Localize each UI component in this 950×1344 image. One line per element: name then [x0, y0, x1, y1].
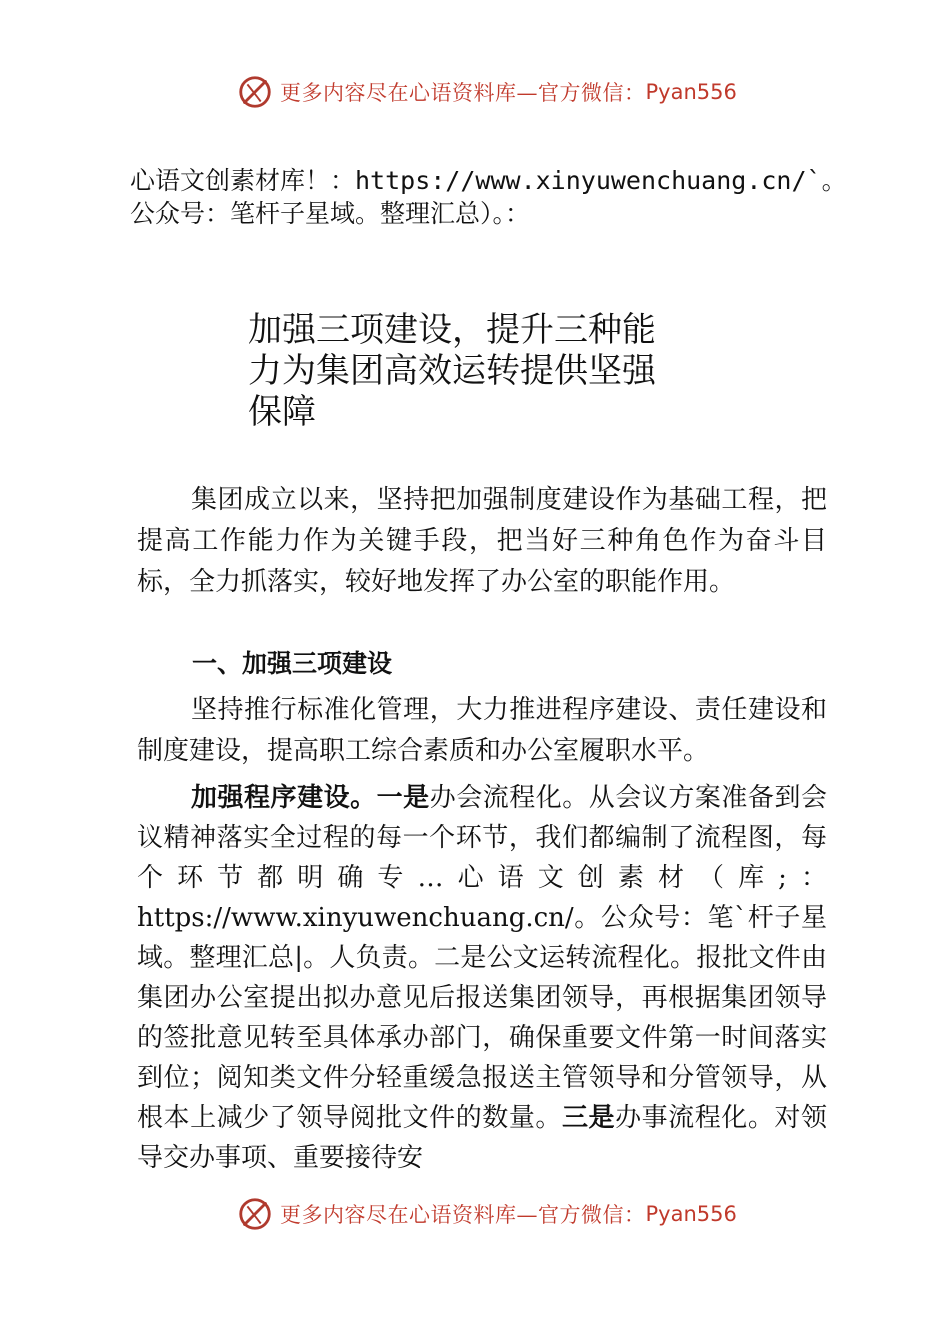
banner-text: 更多内容尽在心语资料库—官方微信： [280, 1203, 646, 1227]
program-building-paragraph [137, 778, 827, 1178]
banner-wechat-id: Pyan556 [645, 80, 737, 104]
brush-logo-icon [236, 73, 274, 111]
footer-banner [236, 1194, 756, 1234]
brush-logo-icon [236, 1195, 274, 1233]
section-intro-paragraph: 坚持推行标准化管理，大力推进程序建设、责任建设和制度建设，提高职工综合素质和办公室履职水平。 [137, 695, 827, 766]
intro-paragraph: 集团成立以来，坚持把加强制度建设作为基础工程，把提高工作能力作为关键手段，把当好三种角色作为奋斗目标，全力抓落实，较好地发挥了办公室的职能作用。 [137, 485, 827, 597]
item1-label: 一是 [376, 783, 430, 813]
banner-wechat-id: Pyan556 [645, 1202, 737, 1226]
item3-label: 三是 [561, 1103, 616, 1133]
document-title: 加强三项建设，提升三种能力为集团高效运转提供坚强保障 [248, 310, 656, 432]
banner-text: 更多内容尽在心语资料库—官方微信： [280, 81, 646, 105]
header-banner [236, 72, 756, 112]
item3-text: 办事流程化。对领导交办事项、重要接待安 [137, 1103, 827, 1173]
source-note: 心语文创素材库！：https://www.xinyuwenchuang.cn/`。公众号：笔杆子星域。整理汇总）。： [130, 166, 847, 228]
section-heading: 一、加强三项建设 [192, 649, 393, 678]
paragraph-lead: 加强程序建设。 [191, 783, 377, 813]
item1-text: 办会流程化。从会议方案准备到会议精神落实全过程的每一个环节，我们都编制了流程图，每个环节都明确专…心语文创素材（库;：https://www.xinyuwenchuang.cn/。公众号：笔`杆子星域。整理汇总|。人负责。二是公文运转流程化。报批文件由集团办公室提出拟办意见后报送集团领导，再根据集团领导的签批意见转至具体承办部门，确保重要文件第一时间落实到位；阅知类文件分轻重缓急报送主管领导和分管领导，从根本上减少了领导阅批文件的数量。 [137, 783, 827, 1133]
